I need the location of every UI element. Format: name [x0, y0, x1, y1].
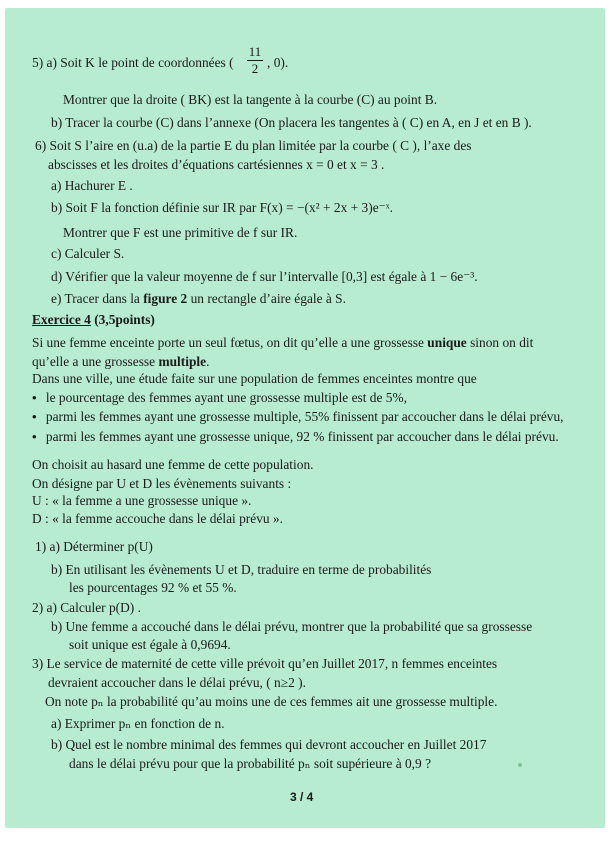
q5a-line2: Montrer que la droite ( BK) est la tangente à la courbe (C) au point B. [63, 92, 438, 107]
ex4-q3-line2: devraient accoucher dans le délai prévu, ( n≥2 ). [48, 675, 306, 690]
ex4-q2b-line2: soit unique est égale à 0,9694. [69, 637, 231, 652]
q6e [51, 291, 346, 307]
document-page [5, 8, 605, 828]
q6d: d) Vérifier que la valeur moyenne de f sur l’intervalle [0,3] est égale à 1 − 6e⁻³. [51, 269, 478, 284]
exercise-4-title: Exercice 4 [32, 312, 91, 327]
bullet-item-1 [32, 390, 407, 406]
bullet-icon: • [32, 390, 37, 405]
bullet-text: le pourcentage des femmes ayant une grossesse multiple est de 5%, [45, 390, 407, 405]
ex4-q3-line3: On note pₙ la probabilité qu’au moins une de ces femmes ait une grossesse multiple. [45, 694, 498, 709]
event-U: U : « la femme a une grossesse unique ». [32, 493, 252, 508]
stray-mark [518, 763, 522, 767]
ex4-p2-text: qu’elle a une grossesse [32, 354, 159, 369]
exercise-4-heading [32, 312, 155, 328]
bullet-text: parmi les femmes ayant une grossesse unique, 92 % finissent par accoucher dans le délai prévu. [45, 429, 559, 444]
ex4-q3a: a) Exprimer pₙ en fonction de n. [51, 716, 225, 731]
ex4-q3-line1: 3) Le service de maternité de cette ville prévoit qu’en Juillet 2017, n femmes enceintes [32, 656, 498, 671]
q6-intro-line2: abscisses et les droites d’équations cartésiennes x = 0 et x = 3 . [48, 157, 385, 172]
bullet-item-3 [32, 429, 559, 445]
q6c: c) Calculer S. [51, 246, 125, 261]
q6e-figure-ref: figure 2 [143, 291, 188, 306]
q6e-text-end: un rectangle d’aire égale à S. [187, 291, 346, 306]
ex4-term-multiple: multiple [158, 354, 207, 369]
q5a-suffix: , 0). [267, 55, 289, 70]
ex4-q1a: 1) a) Déterminer p(U) [35, 539, 153, 554]
q5a-line1 [32, 55, 234, 71]
ex4-q3b-line1: b) Quel est le nombre minimal des femmes qui devront accoucher en Juillet 2017 [51, 737, 487, 752]
fraction-denominator: 2 [251, 61, 259, 76]
q6-intro-line1: 6) Soit S l’aire en (u.a) de la partie E du plan limitée par la courbe ( C ), l’axe des [35, 138, 472, 153]
bullet-item-2 [32, 409, 564, 425]
q6b-line2: Montrer que F est une primitive de f sur IR. [63, 225, 298, 240]
bullet-text: parmi les femmes ayant une grossesse multiple, 55% finissent par accoucher dans le délai prévu, [45, 409, 564, 424]
ex4-p1-text: Si une femme enceinte porte un seul fœtus, on dit qu’elle a une grossesse [32, 335, 428, 350]
ex4-random-choice: On choisit au hasard une femme de cette population. [32, 457, 314, 472]
event-D: D : « la femme accouche dans le délai prévu ». [32, 511, 283, 526]
ex4-term-unique: unique [427, 335, 467, 350]
fraction-numerator: 11 [248, 44, 262, 59]
q6a: a) Hachurer E . [51, 178, 133, 193]
bullet-icon: • [32, 429, 37, 444]
ex4-q2a: 2) a) Calculer p(D) . [32, 600, 141, 615]
bullet-icon: • [32, 409, 37, 424]
ex4-p2-end: . [206, 354, 210, 369]
page-number: 3 / 4 [290, 790, 314, 804]
ex4-q1b-line2: les pourcentages 92 % et 55 %. [69, 580, 237, 595]
ex4-q2b-line1: b) Une femme a accouché dans le délai prévu, montrer que la probabilité que sa grossesse [51, 619, 533, 634]
q5a-prefix: 5) a) Soit K le point de coordonnées ( [32, 55, 234, 70]
q6e-text: e) Tracer dans la [51, 291, 144, 306]
q6b-line1: b) Soit F la fonction définie sur IR par F(x) = −(x² + 2x + 3)e⁻ˣ. [51, 200, 393, 215]
ex4-study-intro: Dans une ville, une étude faite sur une population de femmes enceintes montre que [32, 371, 477, 386]
ex4-q1b-line1: b) En utilisant les évènements U et D, traduire en terme de probabilités [51, 562, 432, 577]
ex4-events-intro: On désigne par U et D les évènements suivants : [32, 476, 292, 491]
q5b: b) Tracer la courbe (C) dans l’annexe (On placera les tangentes à ( C) en A, en J et en B ). [51, 115, 532, 130]
ex4-p1-end: sinon on dit [466, 335, 534, 350]
ex4-q3b-line2: dans le délai prévu pour que la probabilité pₙ soit supérieure à 0,9 ? [69, 756, 432, 771]
exercise-4-points: (3,5points) [90, 312, 155, 327]
fraction-11-over-2 [247, 45, 263, 76]
ex4-paragraph-line2 [32, 354, 209, 370]
ex4-paragraph-line1 [32, 335, 533, 351]
